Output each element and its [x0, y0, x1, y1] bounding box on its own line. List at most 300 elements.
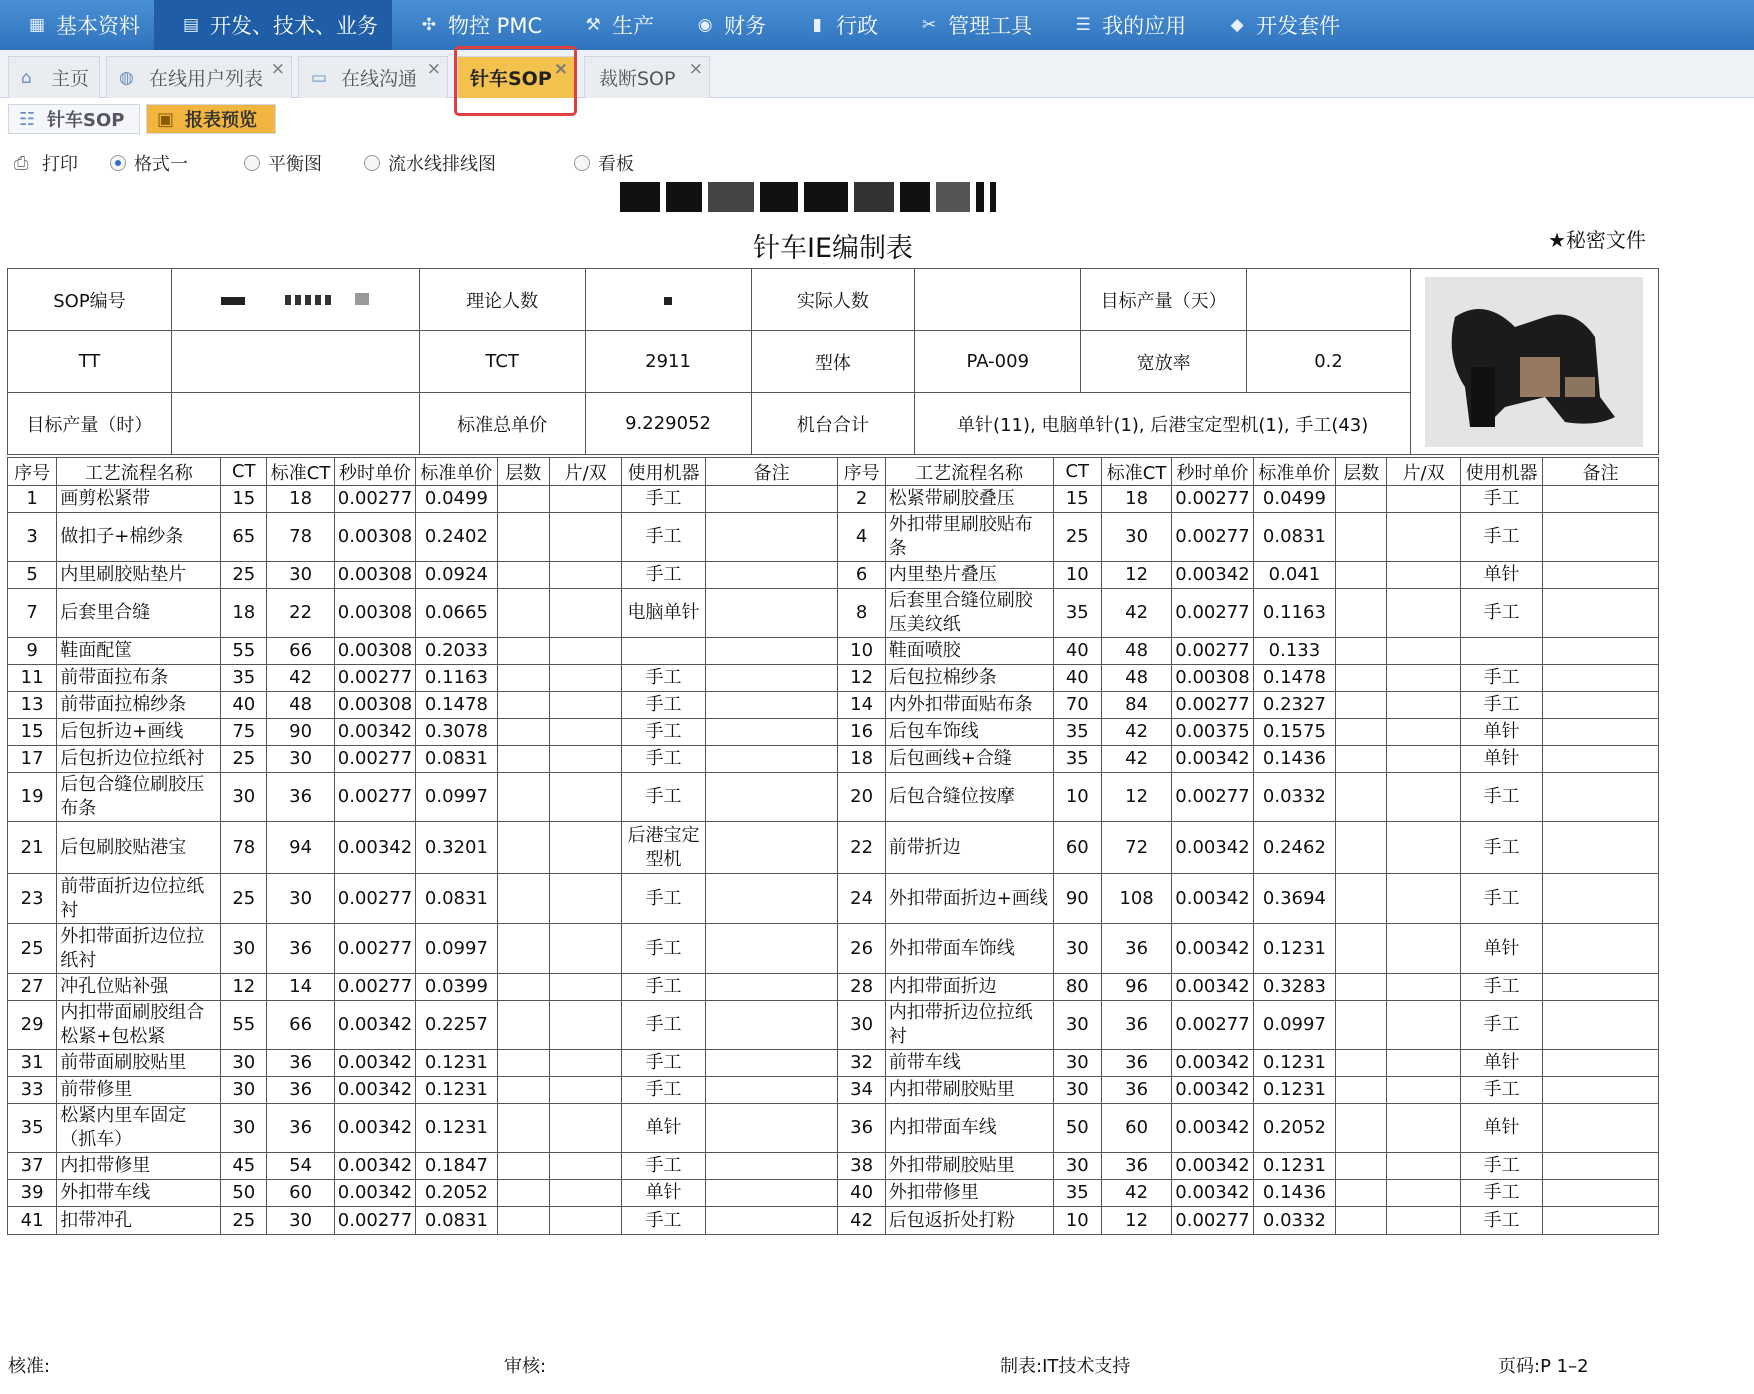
process-table — [7, 457, 1659, 1235]
table-cell: 手工 — [622, 1207, 705, 1235]
table-cell: 40 — [1053, 665, 1101, 692]
table-cell: 手工 — [1460, 822, 1542, 874]
table-cell: 50 — [1053, 1104, 1101, 1153]
table-cell: 0.00277 — [1172, 638, 1253, 665]
table-cell — [497, 1207, 549, 1235]
target-hour-value — [171, 393, 419, 455]
table-cell: 手工 — [622, 486, 705, 513]
table-cell: 0.0997 — [416, 773, 497, 822]
table-cell: 36 — [1101, 1153, 1171, 1180]
table-cell: 0.00277 — [1172, 589, 1253, 638]
radio-icon — [574, 155, 590, 171]
column-header: 秒时单价 — [334, 458, 415, 486]
table-cell: 72 — [1101, 822, 1171, 874]
table-cell: 后包刷胶贴港宝 — [57, 822, 221, 874]
table-cell: 手工 — [622, 1077, 705, 1104]
table-icon: ▤ — [182, 15, 200, 35]
table-cell — [1387, 1001, 1460, 1050]
table-cell: 0.2327 — [1253, 692, 1335, 719]
table-row — [8, 974, 1659, 1001]
table-cell: 0.1231 — [1253, 924, 1335, 974]
sop-no-value — [171, 269, 419, 331]
table-cell — [497, 773, 549, 822]
close-icon[interactable]: × — [553, 59, 568, 79]
table-cell: 单针 — [1460, 719, 1542, 746]
table-cell — [1387, 1104, 1460, 1153]
column-header: 层数 — [497, 458, 549, 486]
actual-people-value — [915, 269, 1081, 331]
table-cell — [1336, 1050, 1387, 1077]
column-header: 序号 — [8, 458, 57, 486]
list-icon: ☰ — [1075, 15, 1091, 35]
table-cell: 0.00375 — [1172, 719, 1253, 746]
table-cell — [1336, 562, 1387, 589]
table-cell — [705, 1104, 838, 1153]
table-cell: 内里刷胶贴垫片 — [57, 562, 221, 589]
table-cell — [549, 638, 621, 665]
table-cell — [497, 1180, 549, 1207]
tt-label: TT — [8, 331, 172, 393]
table-cell: 手工 — [622, 513, 705, 562]
table-cell — [705, 1077, 838, 1104]
tab-sewing-sop[interactable]: 针车SOP × — [457, 56, 575, 98]
tab-online-chat[interactable]: ▭ 在线沟通 × — [298, 56, 448, 98]
table-cell: 10 — [838, 638, 885, 665]
table-row — [8, 692, 1659, 719]
table-cell: 内扣带折边位拉纸衬 — [885, 1001, 1053, 1050]
table-cell: 54 — [267, 1153, 334, 1180]
table-cell: 9 — [8, 638, 57, 665]
table-cell: 0.0831 — [416, 874, 497, 924]
table-cell: 40 — [221, 692, 267, 719]
table-row — [8, 589, 1659, 638]
table-cell: 0.00308 — [334, 589, 415, 638]
table-cell — [1460, 638, 1542, 665]
table-cell: 前带修里 — [57, 1077, 221, 1104]
table-cell: 25 — [221, 562, 267, 589]
table-cell — [1387, 513, 1460, 562]
table-cell: 手工 — [1460, 513, 1542, 562]
table-row — [8, 513, 1659, 562]
table-cell: 18 — [1101, 486, 1171, 513]
table-cell: 0.00277 — [334, 665, 415, 692]
table-cell: 手工 — [1460, 1001, 1542, 1050]
model-label: 型体 — [751, 331, 915, 393]
table-cell — [1387, 562, 1460, 589]
table-cell — [497, 924, 549, 974]
table-cell: 30 — [1053, 1001, 1101, 1050]
table-cell: 手工 — [622, 692, 705, 719]
table-cell: 0.0499 — [1253, 486, 1335, 513]
table-cell: 手工 — [1460, 1180, 1542, 1207]
table-cell: 前带折边 — [885, 822, 1053, 874]
table-cell: 后套里合缝 — [57, 589, 221, 638]
target-day-value — [1247, 269, 1411, 331]
table-cell: 0.00342 — [334, 1180, 415, 1207]
table-cell: 0.00342 — [334, 1104, 415, 1153]
table-cell: 后套里合缝位刷胶压美纹纸 — [885, 589, 1053, 638]
format1-radio[interactable]: 格式一 — [110, 148, 188, 178]
table-cell: 35 — [1053, 746, 1101, 773]
table-cell — [497, 974, 549, 1001]
table-cell: 单针 — [1460, 1104, 1542, 1153]
table-cell — [497, 1153, 549, 1180]
table-cell: 36 — [267, 1077, 334, 1104]
table-cell: 内扣带面刷胶组合松紧+包松紧 — [57, 1001, 221, 1050]
table-cell: 40 — [838, 1180, 885, 1207]
menu-basic-data[interactable]: ▦ 基本资料 — [0, 0, 154, 50]
table-cell: 松紧内里车固定（抓车） — [57, 1104, 221, 1153]
table-cell — [1387, 486, 1460, 513]
table-cell: 0.133 — [1253, 638, 1335, 665]
table-cell — [1336, 486, 1387, 513]
table-cell — [1336, 1077, 1387, 1104]
table-cell: 冲孔位贴补强 — [57, 974, 221, 1001]
table-cell: 96 — [1101, 974, 1171, 1001]
table-cell — [1543, 974, 1659, 1001]
std-total-label: 标准总单价 — [419, 393, 585, 455]
table-cell: 36 — [1101, 1077, 1171, 1104]
table-cell: 30 — [221, 1077, 267, 1104]
table-cell — [705, 486, 838, 513]
secret-label: ★秘密文件 — [1548, 228, 1646, 252]
table-cell: 31 — [8, 1050, 57, 1077]
table-cell: 15 — [8, 719, 57, 746]
table-cell — [705, 665, 838, 692]
table-cell: 外扣带刷胶贴里 — [885, 1153, 1053, 1180]
table-cell — [549, 665, 621, 692]
table-cell — [1336, 589, 1387, 638]
table-cell: 28 — [838, 974, 885, 1001]
table-cell: 65 — [221, 513, 267, 562]
table-cell — [1387, 1077, 1460, 1104]
table-cell — [705, 513, 838, 562]
table-cell: 60 — [1053, 822, 1101, 874]
table-cell — [705, 1153, 838, 1180]
target-day-label: 目标产量（天） — [1081, 269, 1247, 331]
table-cell — [497, 1104, 549, 1153]
table-cell: 1 — [8, 486, 57, 513]
table-cell — [549, 1001, 621, 1050]
print-button[interactable]: ⎙ 打印 — [14, 152, 78, 175]
table-cell: 0.00277 — [334, 746, 415, 773]
table-cell — [549, 1180, 621, 1207]
table-cell — [622, 638, 705, 665]
model-value: PA-009 — [915, 331, 1081, 393]
table-cell: 0.00277 — [334, 874, 415, 924]
table-cell: 后包画线+合缝 — [885, 746, 1053, 773]
table-cell: 18 — [838, 746, 885, 773]
table-cell: 0.041 — [1253, 562, 1335, 589]
grid-icon: ▦ — [28, 15, 46, 35]
table-cell — [1387, 874, 1460, 924]
table-cell: 0.00277 — [1172, 773, 1253, 822]
table-cell — [1336, 1001, 1387, 1050]
table-cell: 78 — [221, 822, 267, 874]
column-header: 备注 — [705, 458, 838, 486]
table-cell — [497, 874, 549, 924]
table-cell: 后包返折处打粉 — [885, 1207, 1053, 1235]
sop-no-label: SOP编号 — [8, 269, 172, 331]
flowline-chart-radio[interactable]: 流水线排线图 — [364, 148, 496, 178]
table-cell: 松紧带刷胶叠压 — [885, 486, 1053, 513]
subtab-sewing-sop[interactable]: ☷ 针车SOP — [8, 104, 140, 134]
table-cell: 18 — [267, 486, 334, 513]
table-cell: 0.0665 — [416, 589, 497, 638]
table-cell: 55 — [221, 638, 267, 665]
table-cell: 0.00342 — [1172, 1077, 1253, 1104]
table-cell: 外扣带面车饰线 — [885, 924, 1053, 974]
table-row — [8, 1180, 1659, 1207]
column-header: 标准单价 — [416, 458, 497, 486]
table-cell — [1543, 692, 1659, 719]
close-icon[interactable]: × — [688, 59, 703, 79]
table-cell: 0.0924 — [416, 562, 497, 589]
globe-icon: ◍ — [119, 67, 134, 88]
theory-people-label: 理论人数 — [419, 269, 585, 331]
table-cell — [549, 822, 621, 874]
table-cell — [1336, 773, 1387, 822]
close-icon[interactable]: × — [426, 59, 441, 79]
table-cell: 30 — [1101, 513, 1171, 562]
column-header: 使用机器 — [1460, 458, 1542, 486]
table-cell: 手工 — [622, 562, 705, 589]
list-icon: ☷ — [19, 108, 36, 130]
table-cell: 0.1231 — [416, 1104, 497, 1153]
theory-people-value — [585, 269, 751, 331]
table-cell: 0.0332 — [1253, 773, 1335, 822]
table-cell: 0.00308 — [334, 638, 415, 665]
balance-chart-radio[interactable]: 平衡图 — [244, 148, 322, 178]
column-header: 序号 — [838, 458, 885, 486]
table-cell: 0.1231 — [1253, 1050, 1335, 1077]
table-cell: 内扣带刷胶贴里 — [885, 1077, 1053, 1104]
table-cell — [1543, 486, 1659, 513]
table-cell: 14 — [838, 692, 885, 719]
table-cell: 手工 — [1460, 589, 1542, 638]
table-cell — [705, 692, 838, 719]
menu-admin[interactable]: ▮ 行政 — [780, 0, 892, 50]
table-cell: 42 — [1101, 719, 1171, 746]
tab-online-users[interactable]: ◍ 在线用户列表 × — [106, 56, 292, 98]
table-cell: 55 — [221, 1001, 267, 1050]
column-header: 片/双 — [1387, 458, 1460, 486]
table-cell — [1543, 665, 1659, 692]
menu-production[interactable]: ⚒ 生产 — [556, 0, 668, 50]
tab-cutting-sop[interactable]: 裁断SOP × — [584, 56, 710, 98]
tab-bar — [0, 50, 1754, 98]
table-cell: 手工 — [1460, 1153, 1542, 1180]
menu-my-apps[interactable]: ☰ 我的应用 — [1046, 0, 1200, 50]
table-cell: 48 — [1101, 638, 1171, 665]
table-cell: 42 — [1101, 589, 1171, 638]
table-cell — [705, 746, 838, 773]
table-cell: 12 — [1101, 1207, 1171, 1235]
table-cell: 0.0997 — [1253, 1001, 1335, 1050]
table-cell — [705, 1180, 838, 1207]
table-cell: 0.0831 — [1253, 513, 1335, 562]
table-cell: 内扣带面折边 — [885, 974, 1053, 1001]
table-cell — [1543, 513, 1659, 562]
table-cell: 0.2052 — [1253, 1104, 1335, 1153]
table-row — [8, 924, 1659, 974]
table-cell: 42 — [838, 1207, 885, 1235]
menu-dev-tech-business[interactable]: ▤ 开发、技术、业务 — [154, 0, 392, 50]
table-cell: 0.0332 — [1253, 1207, 1335, 1235]
table-cell: 0.00342 — [1172, 1104, 1253, 1153]
table-cell: 10 — [1053, 562, 1101, 589]
table-cell — [1336, 665, 1387, 692]
table-cell: 42 — [1101, 1180, 1171, 1207]
coin-icon: ◉ — [697, 15, 713, 35]
table-cell: 外扣带车线 — [57, 1180, 221, 1207]
table-cell: 14 — [267, 974, 334, 1001]
table-cell: 12 — [1101, 562, 1171, 589]
table-cell: 0.1478 — [416, 692, 497, 719]
table-cell: 10 — [1053, 773, 1101, 822]
table-cell: 单针 — [1460, 1050, 1542, 1077]
table-cell — [497, 1050, 549, 1077]
table-cell: 30 — [221, 1104, 267, 1153]
subtab-report-preview[interactable]: ▣ 报表预览 — [146, 104, 276, 134]
table-cell: 0.00342 — [1172, 874, 1253, 924]
table-cell: 4 — [838, 513, 885, 562]
table-cell: 手工 — [1460, 974, 1542, 1001]
column-header: CT — [221, 458, 267, 486]
kanban-radio[interactable]: 看板 — [574, 148, 634, 178]
table-cell: 0.1231 — [416, 1050, 497, 1077]
table-cell: 0.00277 — [334, 974, 415, 1001]
info-table — [7, 268, 1659, 455]
table-cell: 5 — [8, 562, 57, 589]
table-cell: 后包合缝位按摩 — [885, 773, 1053, 822]
table-cell: 手工 — [1460, 665, 1542, 692]
table-cell — [497, 746, 549, 773]
column-header: 工艺流程名称 — [57, 458, 221, 486]
table-cell: 16 — [838, 719, 885, 746]
table-cell — [497, 513, 549, 562]
table-cell: 0.1847 — [416, 1153, 497, 1180]
table-cell — [549, 486, 621, 513]
table-cell — [1543, 1207, 1659, 1235]
table-cell — [549, 719, 621, 746]
table-cell — [705, 562, 838, 589]
table-cell — [497, 562, 549, 589]
table-cell — [705, 924, 838, 974]
table-cell: 23 — [8, 874, 57, 924]
table-cell: 30 — [221, 1050, 267, 1077]
table-cell: 25 — [1053, 513, 1101, 562]
table-cell: 电脑单针 — [622, 589, 705, 638]
table-cell — [1387, 665, 1460, 692]
table-cell: 12 — [221, 974, 267, 1001]
menu-dev-kit[interactable]: ◆ 开发套件 — [1200, 0, 1354, 50]
table-cell: 鞋面配筐 — [57, 638, 221, 665]
bottle-icon: ▮ — [812, 15, 822, 35]
radio-selected-icon — [110, 155, 126, 171]
radio-icon — [244, 155, 260, 171]
product-photo — [1425, 277, 1643, 447]
table-cell — [705, 1001, 838, 1050]
table-cell: 35 — [1053, 719, 1101, 746]
table-cell: 22 — [838, 822, 885, 874]
table-cell: 0.00277 — [334, 1207, 415, 1235]
table-cell: 48 — [1101, 665, 1171, 692]
audit-label: 审核: — [504, 1356, 547, 1377]
table-cell: 3 — [8, 513, 57, 562]
column-header: 使用机器 — [622, 458, 705, 486]
table-cell: 0.2257 — [416, 1001, 497, 1050]
table-cell — [549, 773, 621, 822]
close-icon[interactable]: × — [270, 59, 285, 79]
table-cell: 单针 — [622, 1180, 705, 1207]
table-cell — [1336, 1104, 1387, 1153]
chat-icon: ▭ — [311, 67, 328, 88]
menu-pmc[interactable]: ✣ 物控 PMC — [392, 0, 556, 50]
table-cell: 11 — [8, 665, 57, 692]
table-cell — [1543, 589, 1659, 638]
table-cell — [1543, 874, 1659, 924]
table-cell — [549, 874, 621, 924]
table-cell: 8 — [838, 589, 885, 638]
table-cell: 手工 — [622, 1153, 705, 1180]
table-cell: 30 — [221, 924, 267, 974]
table-cell: 前带面刷胶贴里 — [57, 1050, 221, 1077]
table-cell — [549, 562, 621, 589]
table-cell: 40 — [1053, 638, 1101, 665]
table-cell: 42 — [1101, 746, 1171, 773]
table-cell: 20 — [838, 773, 885, 822]
table-cell: 94 — [267, 822, 334, 874]
table-cell: 0.3694 — [1253, 874, 1335, 924]
table-cell: 13 — [8, 692, 57, 719]
table-cell: 30 — [1053, 1050, 1101, 1077]
table-cell: 手工 — [1460, 1077, 1542, 1104]
menu-management-tools[interactable]: ✂ 管理工具 — [892, 0, 1046, 50]
table-row — [8, 638, 1659, 665]
tab-home[interactable]: ⌂ 主页 — [8, 56, 100, 98]
table-cell: 0.00342 — [334, 1050, 415, 1077]
table-cell — [1543, 1153, 1659, 1180]
table-cell: 78 — [267, 513, 334, 562]
table-cell — [1336, 974, 1387, 1001]
table-cell — [1336, 822, 1387, 874]
table-cell: 25 — [221, 1207, 267, 1235]
table-cell — [1387, 822, 1460, 874]
table-cell: 0.00277 — [334, 486, 415, 513]
table-cell: 36 — [1101, 924, 1171, 974]
table-cell: 0.1163 — [416, 665, 497, 692]
table-cell: 前带面拉棉纱条 — [57, 692, 221, 719]
table-cell: 21 — [8, 822, 57, 874]
menu-finance[interactable]: ◉ 财务 — [668, 0, 780, 50]
table-cell: 0.2462 — [1253, 822, 1335, 874]
table-cell — [1387, 589, 1460, 638]
table-cell: 后包合缝位刷胶压布条 — [57, 773, 221, 822]
table-cell — [1336, 1180, 1387, 1207]
table-cell: 内扣带修里 — [57, 1153, 221, 1180]
table-cell: 手工 — [622, 773, 705, 822]
table-cell: 0.00342 — [1172, 822, 1253, 874]
table-cell: 0.3201 — [416, 822, 497, 874]
table-cell — [1336, 719, 1387, 746]
table-cell — [705, 719, 838, 746]
table-cell: 前带车线 — [885, 1050, 1053, 1077]
table-cell — [1543, 1104, 1659, 1153]
table-cell — [497, 1077, 549, 1104]
machine-total-value: 单针(11), 电脑单针(1), 后港宝定型机(1), 手工(43) — [915, 393, 1411, 455]
table-cell: 12 — [1101, 773, 1171, 822]
